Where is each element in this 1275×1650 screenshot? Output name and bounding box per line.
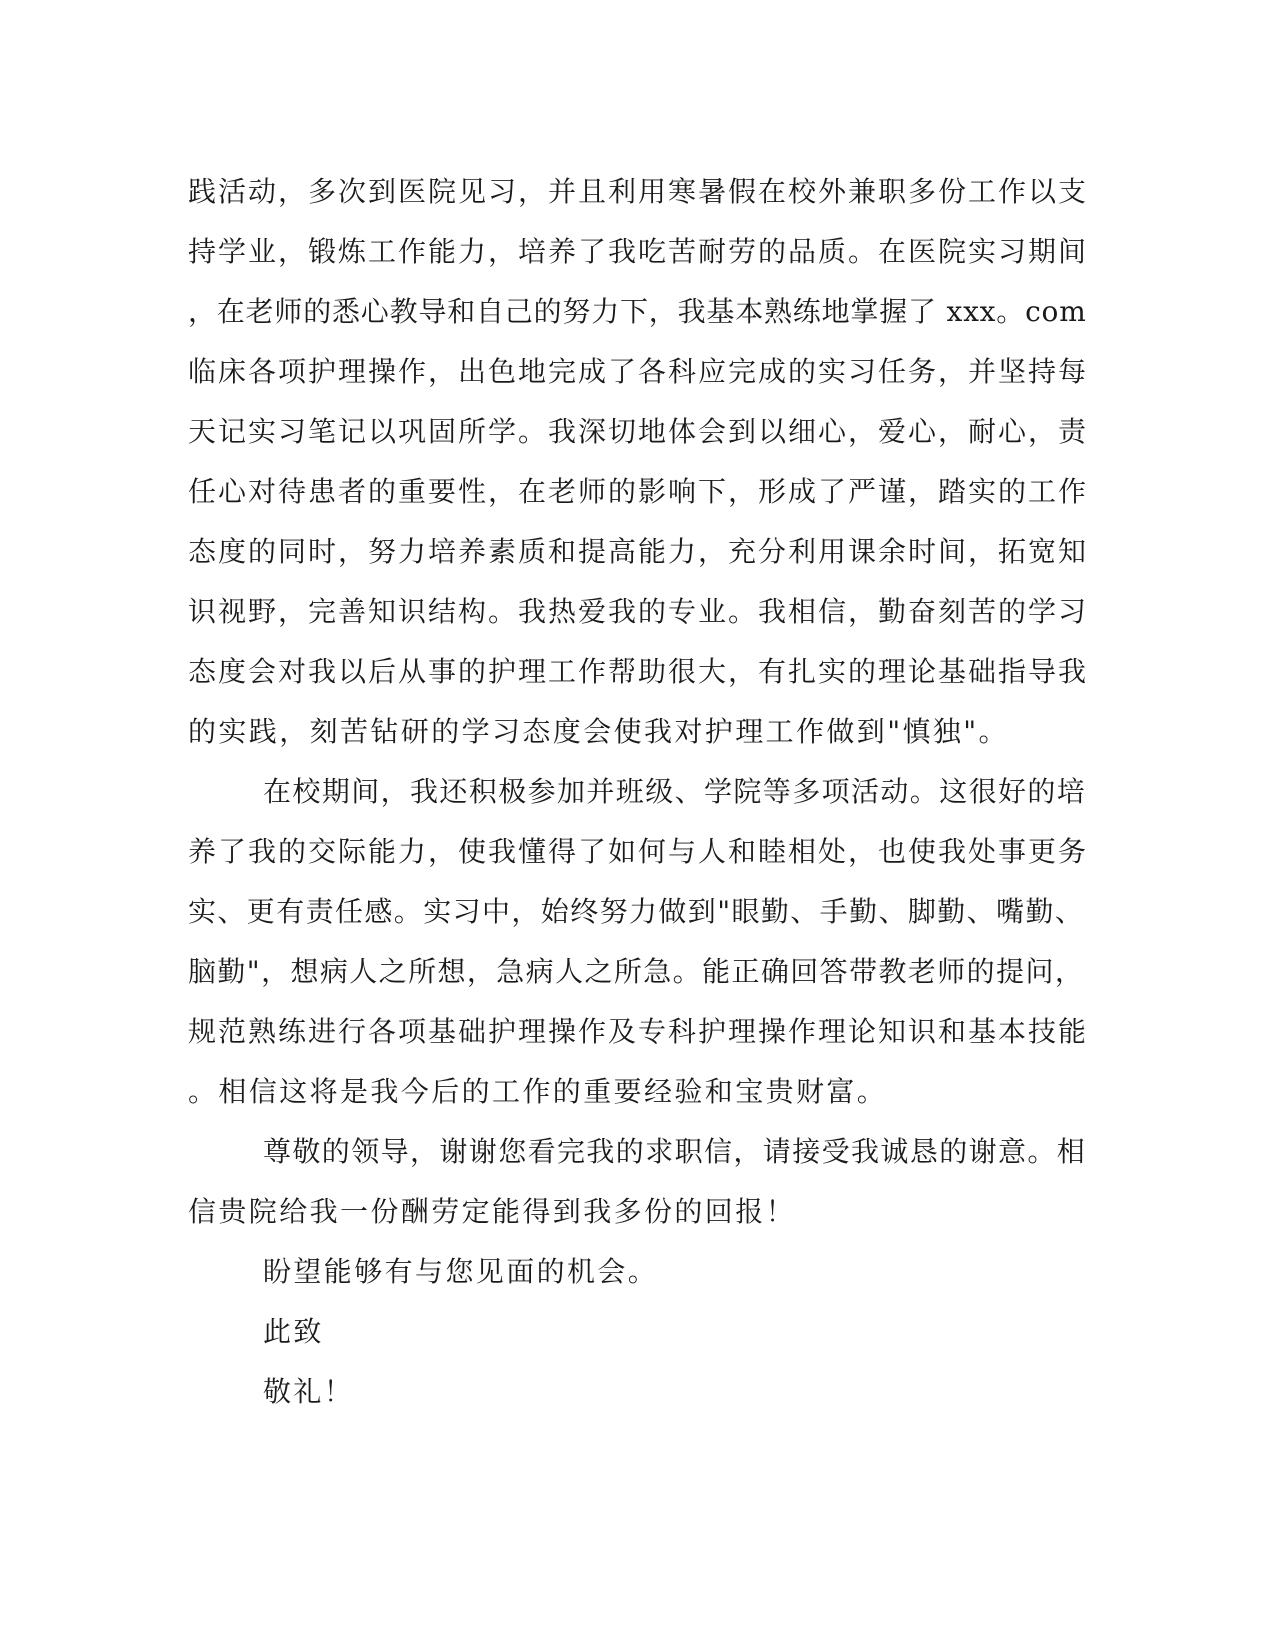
text-line: 持学业，锻炼工作能力，培养了我吃苦耐劳的品质。在医院实习期间 <box>188 235 1089 268</box>
salutation-line: 此致 <box>263 1315 324 1348</box>
text-line: ，在老师的悉心教导和自己的努力下，我基本熟练地掌握了 xxx。com <box>188 295 1087 328</box>
text-line: 临床各项护理操作，出色地完成了各科应完成的实习任务，并坚持每 <box>188 355 1089 388</box>
text-line: 。相信这将是我今后的工作的重要经验和宝贵财富。 <box>188 1075 888 1108</box>
text-line: 脑勤"，想病人之所想，急病人之所急。能正确回答带教老师的提问， <box>188 955 1085 988</box>
text-line: 态度的同时，努力培养素质和提高能力，充分利用课余时间，拓宽知 <box>188 535 1089 568</box>
closing-wish-line: 盼望能够有与您见面的机会。 <box>263 1255 659 1288</box>
paragraph-start-line: 尊敬的领导，谢谢您看完我的求职信，请接受我诚恳的谢意。相 <box>263 1135 1087 1168</box>
text-line: 天记实习笔记以巩固所学。我深切地体会到以细心，爱心，耐心，责 <box>188 415 1089 448</box>
text-line: 实、更有责任感。实习中，始终努力做到"眼勤、手勤、脚勤、嘴勤、 <box>188 895 1085 928</box>
text-line: 的实践，刻苦钻研的学习态度会使我对护理工作做到"慎独"。 <box>188 715 1009 748</box>
text-line: 践活动，多次到医院见习，并且利用寒暑假在校外兼职多份工作以支 <box>188 175 1089 208</box>
salutation-line: 敬礼！ <box>263 1375 355 1408</box>
text-line: 任心对待患者的重要性，在老师的影响下，形成了严谨，踏实的工作 <box>188 475 1089 508</box>
text-line: 养了我的交际能力，使我懂得了如何与人和睦相处，也使我处事更务 <box>188 835 1089 868</box>
text-line: 态度会对我以后从事的护理工作帮助很大，有扎实的理论基础指导我 <box>188 655 1089 688</box>
text-line: 规范熟练进行各项基础护理操作及专科护理操作理论知识和基本技能 <box>188 1015 1089 1048</box>
letter-body <box>188 162 1088 1422</box>
paragraph-start-line: 在校期间，我还积极参加并班级、学院等多项活动。这很好的培 <box>263 775 1087 808</box>
text-line: 识视野，完善知识结构。我热爱我的专业。我相信，勤奋刻苦的学习 <box>188 595 1089 628</box>
text-line: 信贵院给我一份酬劳定能得到我多份的回报！ <box>188 1195 797 1228</box>
